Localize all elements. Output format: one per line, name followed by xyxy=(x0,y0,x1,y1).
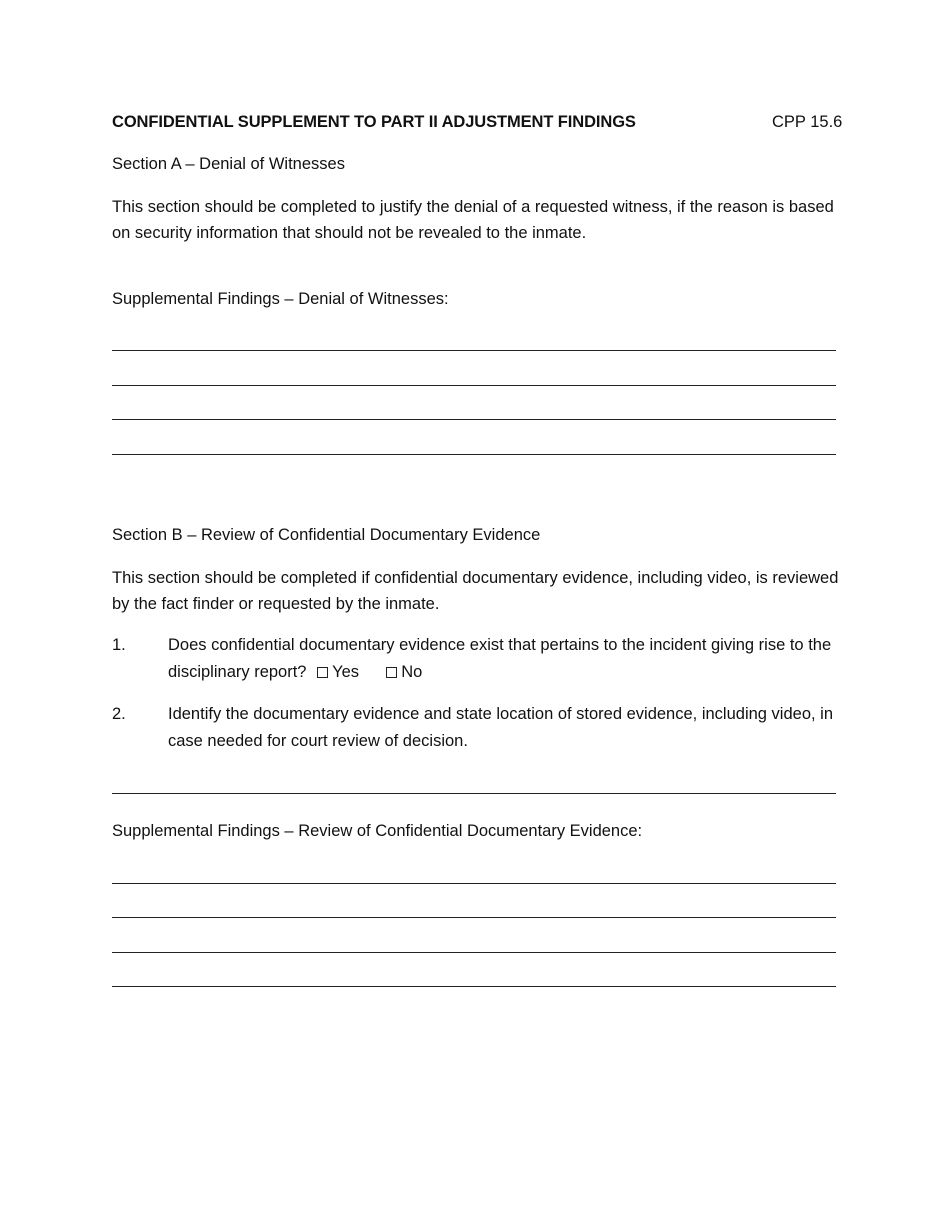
item-2-number: 2. xyxy=(112,705,126,723)
section-a-findings-line-3[interactable] xyxy=(112,419,836,420)
section-a-description: This section should be completed to justify the denial of a requested witness, if the reason is based on security information that should not be revealed to the inmate. xyxy=(112,198,834,242)
item-1-number: 1. xyxy=(112,636,126,654)
section-a-findings-line-1[interactable] xyxy=(112,350,836,351)
no-option-label: No xyxy=(401,663,423,681)
section-b-findings-line-2[interactable] xyxy=(112,917,836,918)
item-2-text: Identify the documentary evidence and state location of stored evidence, including video, in case needed for court review of decision. xyxy=(168,705,834,750)
yes-checkbox[interactable] xyxy=(317,667,328,678)
form-code: CPP 15.6 xyxy=(772,113,843,131)
section-b-findings-label: Supplemental Findings – Review of Confidential Documentary Evidence: xyxy=(112,822,643,840)
section-b-findings-line-3[interactable] xyxy=(112,952,836,953)
section-a-findings-line-4[interactable] xyxy=(112,454,836,455)
section-b-findings-line-1[interactable] xyxy=(112,883,836,884)
yes-option-label: Yes xyxy=(332,663,359,681)
section-a-findings-line-2[interactable] xyxy=(112,385,836,386)
item-1-question: Does confidential documentary evidence exist that pertains to the incident giving rise to the disciplinary report? xyxy=(168,636,832,681)
no-checkbox[interactable] xyxy=(386,667,397,678)
section-b-description: This section should be completed if confidential documentary evidence, including video, is reviewed by the fact finder or requested by the inmate. xyxy=(112,569,839,613)
section-a-findings-label: Supplemental Findings – Denial of Witnesses: xyxy=(112,290,449,308)
form-title: CONFIDENTIAL SUPPLEMENT TO PART II ADJUSTMENT FINDINGS xyxy=(112,113,636,131)
section-b-findings-line-4[interactable] xyxy=(112,986,836,987)
section-b-heading: Section B – Review of Confidential Documentary Evidence xyxy=(112,526,541,544)
item-2-answer-line[interactable] xyxy=(112,793,836,794)
item-1 xyxy=(168,632,840,686)
section-a-heading: Section A – Denial of Witnesses xyxy=(112,155,345,173)
